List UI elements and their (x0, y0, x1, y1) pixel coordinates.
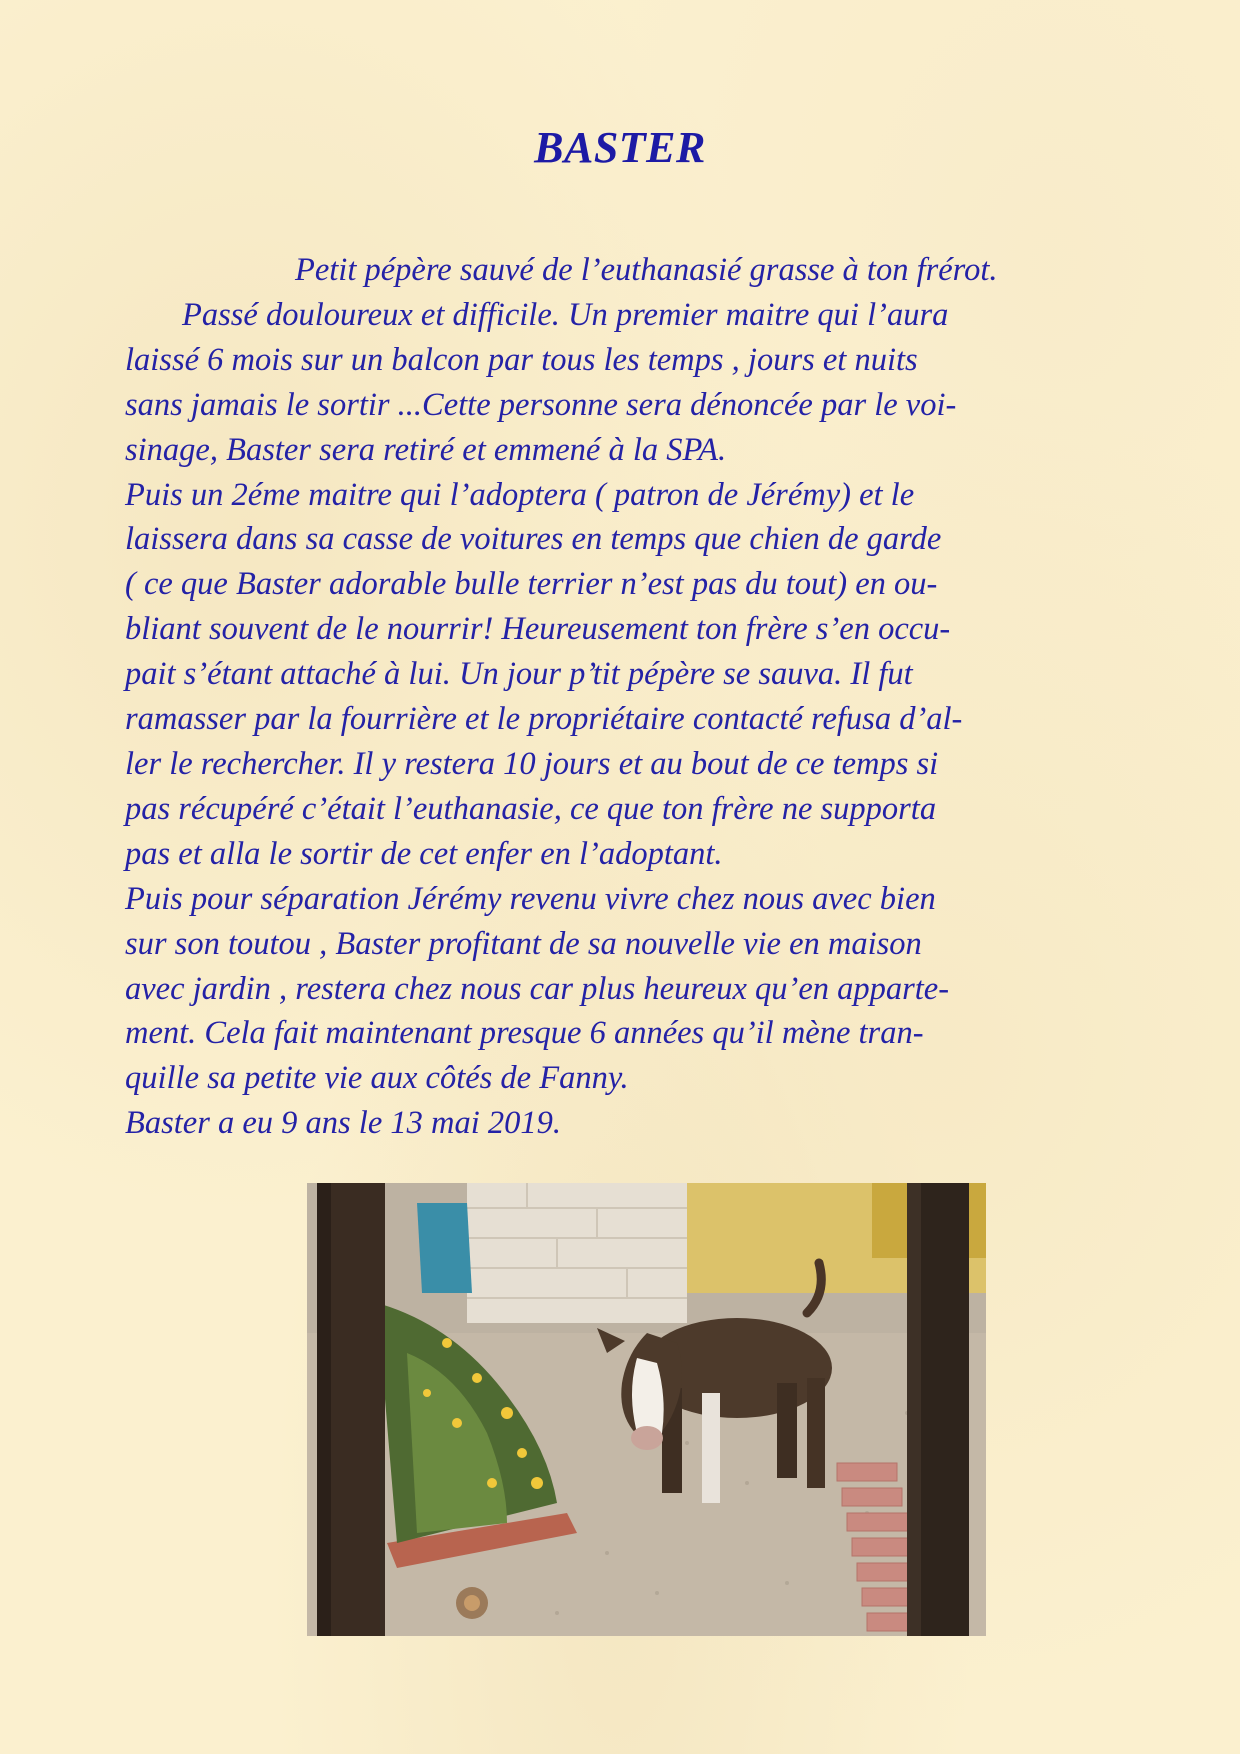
text-line: ( ce que Baster adorable bulle terrier n’est pas du tout) en ou- (125, 566, 938, 603)
dog-photo-illustration (307, 1183, 986, 1636)
page-title: BASTER (534, 123, 706, 172)
text-line: Passé douloureux et difficile. Un premier maitre qui l’aura (182, 296, 949, 333)
text-line: avec jardin , restera chez nous car plus heureux qu’en apparte- (125, 970, 950, 1007)
text-line: pas récupéré c’était l’euthanasie, ce que ton frère ne supporta (125, 790, 937, 827)
dog-photo (307, 1183, 986, 1636)
text-line: Baster a eu 9 ans le 13 mai 2019. (125, 1105, 562, 1142)
text-line: Petit pépère sauvé de l’euthanasié grasse à ton frérot. (295, 252, 998, 288)
text-line: ramasser par la fourrière et le propriétaire contacté refusa d’al- (125, 701, 963, 738)
text-line: pas et alla le sortir de cet enfer en l’adoptant. (125, 835, 723, 872)
text-line: pait s’étant attaché à lui. Un jour p’tit pépère se sauva. Il fut (125, 656, 913, 693)
text-line: Puis un 2éme maitre qui l’adoptera ( patron de Jérémy) et le (125, 476, 915, 513)
text-line: quille sa petite vie aux côtés de Fanny. (125, 1060, 629, 1097)
text-line: laissera dans sa casse de voitures en temps que chien de garde (125, 521, 942, 558)
story-text (125, 248, 1085, 1146)
text-line: Puis pour séparation Jérémy revenu vivre chez nous avec bien (125, 880, 936, 917)
text-line: ler le rechercher. Il y restera 10 jours et au bout de ce temps si (125, 745, 939, 782)
text-line: laissé 6 mois sur un balcon par tous les temps , jours et nuits (125, 341, 918, 378)
text-line: ment. Cela fait maintenant presque 6 années qu’il mène tran- (125, 1015, 924, 1052)
text-line: sur son toutou , Baster profitant de sa nouvelle vie en maison (125, 925, 922, 962)
text-line: sans jamais le sortir ...Cette personne sera dénoncée par le voi- (125, 386, 957, 423)
text-line: bliant souvent de le nourrir! Heureusement ton frère s’en occu- (125, 611, 951, 648)
text-line: sinage, Baster sera retiré et emmené à la SPA. (125, 431, 727, 468)
